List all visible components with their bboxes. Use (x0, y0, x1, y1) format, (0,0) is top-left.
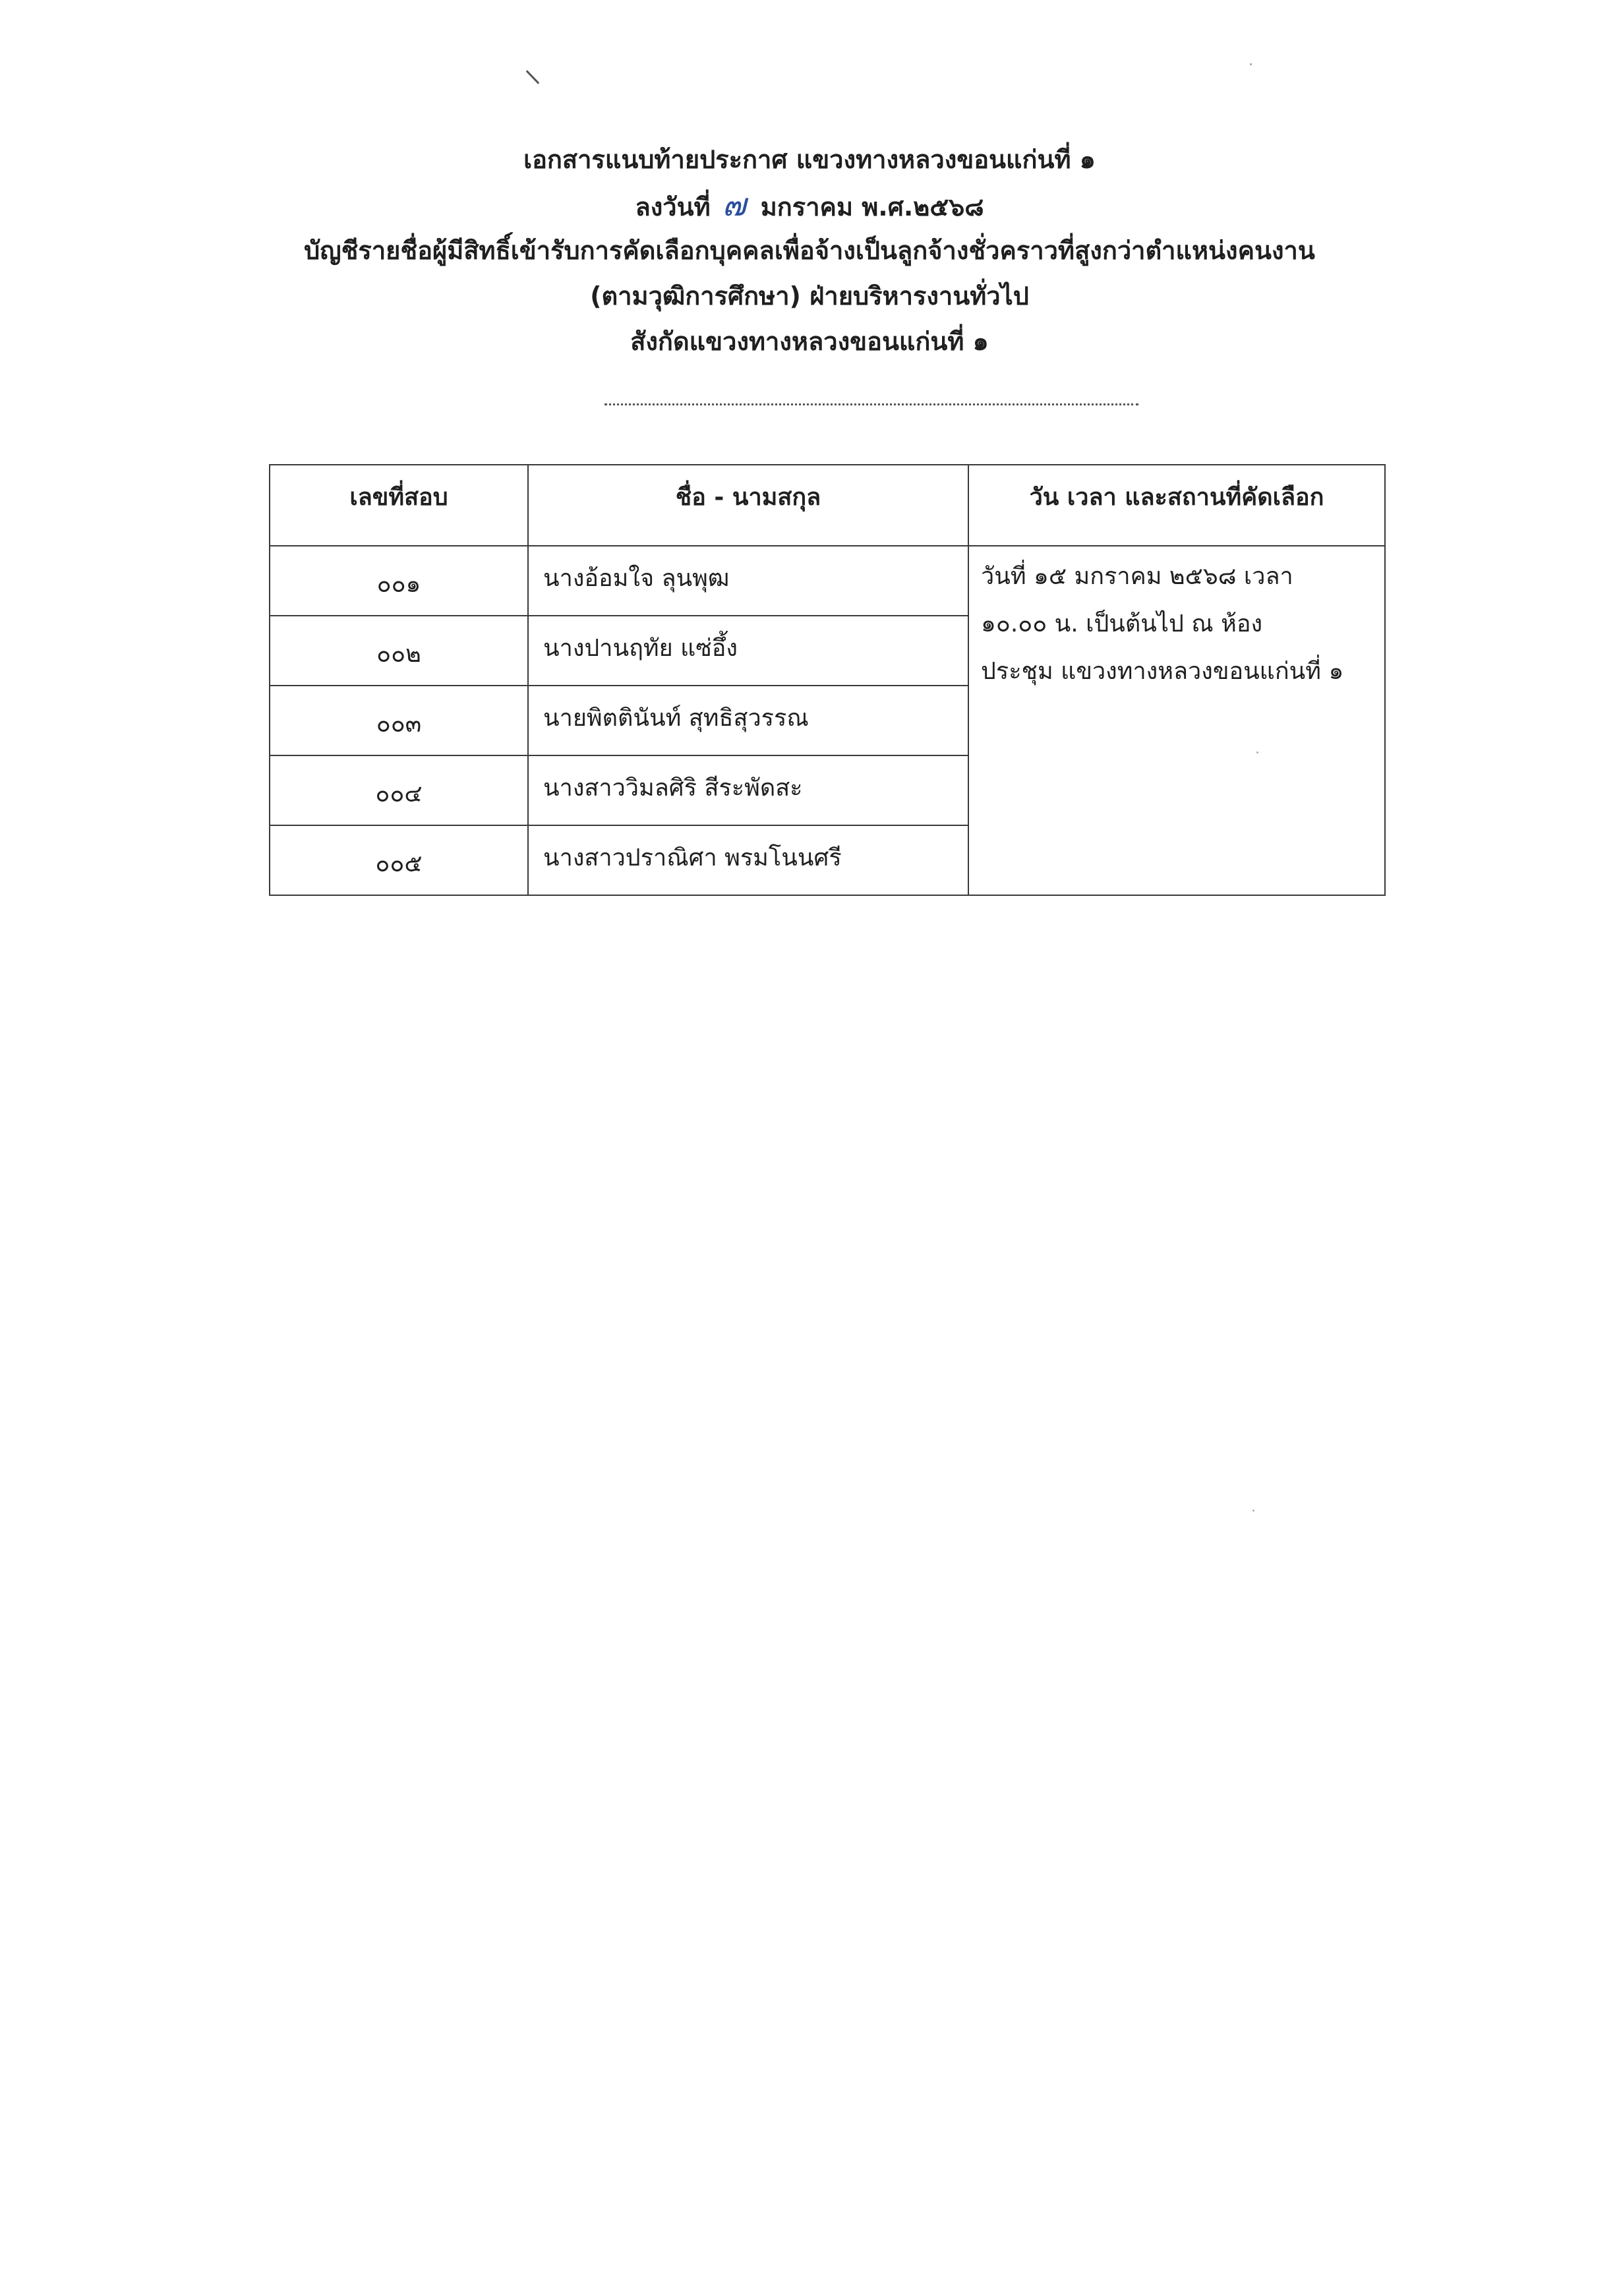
document-header (0, 137, 1619, 365)
schedule-date-time: วันที่ ๑๕ มกราคม ๒๕๖๘ เวลา (981, 563, 1293, 590)
schedule-time-room: ๑๐.๐๐ น. เป็นต้นไป ณ ห้อง (981, 610, 1263, 637)
header-exam-number: เลขที่สอบ (270, 465, 528, 546)
header-list-title: บัญชีรายชื่อผู้มีสิทธิ์เข้ารับการคัดเลือกบุคคลเพื่อจ้างเป็นลูกจ้างชั่วคราวที่สูงกว่าตำแหน่งคนงาน (304, 236, 1315, 265)
date-prefix: ลงวันที่ (635, 192, 711, 221)
dotted-separator (604, 403, 1138, 405)
header-schedule: วัน เวลา และสถานที่คัดเลือก (968, 465, 1385, 546)
candidate-name-cell: นางอ้อมใจ ลุนพุฒ (528, 546, 968, 616)
exam-number-cell: ๐๐๑ (270, 546, 528, 616)
header-full-name: ชื่อ - นามสกุล (528, 465, 968, 546)
date-suffix: มกราคม พ.ศ.๒๕๖๘ (760, 192, 984, 221)
candidate-name-cell: นางสาววิมลศิริ สีระพัดสะ (528, 755, 968, 825)
table-header-row (270, 465, 1385, 546)
candidate-name-cell: นายพิตตินันท์ สุทธิสุวรรณ (528, 686, 968, 755)
exam-number-cell: ๐๐๔ (270, 755, 528, 825)
exam-number-cell: ๐๐๕ (270, 825, 528, 895)
handwritten-date-day: ๗ (722, 187, 746, 223)
candidate-name-cell: นางปานฤทัย แซ่อึ้ง (528, 616, 968, 686)
candidate-table (269, 464, 1386, 896)
candidate-name-cell: นางสาวปราณิศา พรมโนนศรี (528, 825, 968, 895)
schedule-cell (968, 546, 1385, 895)
scan-dust-dot (1252, 1510, 1254, 1512)
header-attachment-title: เอกสารแนบท้ายประกาศ แขวงทางหลวงขอนแก่นที่ ๑ (523, 145, 1096, 174)
scan-dust-dot (1250, 63, 1252, 65)
candidate-table-wrapper (269, 464, 1384, 896)
exam-number-cell: ๐๐๒ (270, 616, 528, 686)
schedule-location: ประชุม แขวงทางหลวงขอนแก่นที่ ๑ (981, 658, 1344, 685)
scan-speck-mark (523, 70, 541, 84)
exam-number-cell: ๐๐๓ (270, 686, 528, 755)
header-qualification: (ตามวุฒิการศึกษา) ฝ่ายบริหารงานทั่วไป (590, 281, 1029, 310)
table-row (270, 546, 1385, 616)
header-affiliation: สังกัดแขวงทางหลวงขอนแก่นที่ ๑ (630, 327, 989, 356)
header-date-line (0, 183, 1619, 228)
